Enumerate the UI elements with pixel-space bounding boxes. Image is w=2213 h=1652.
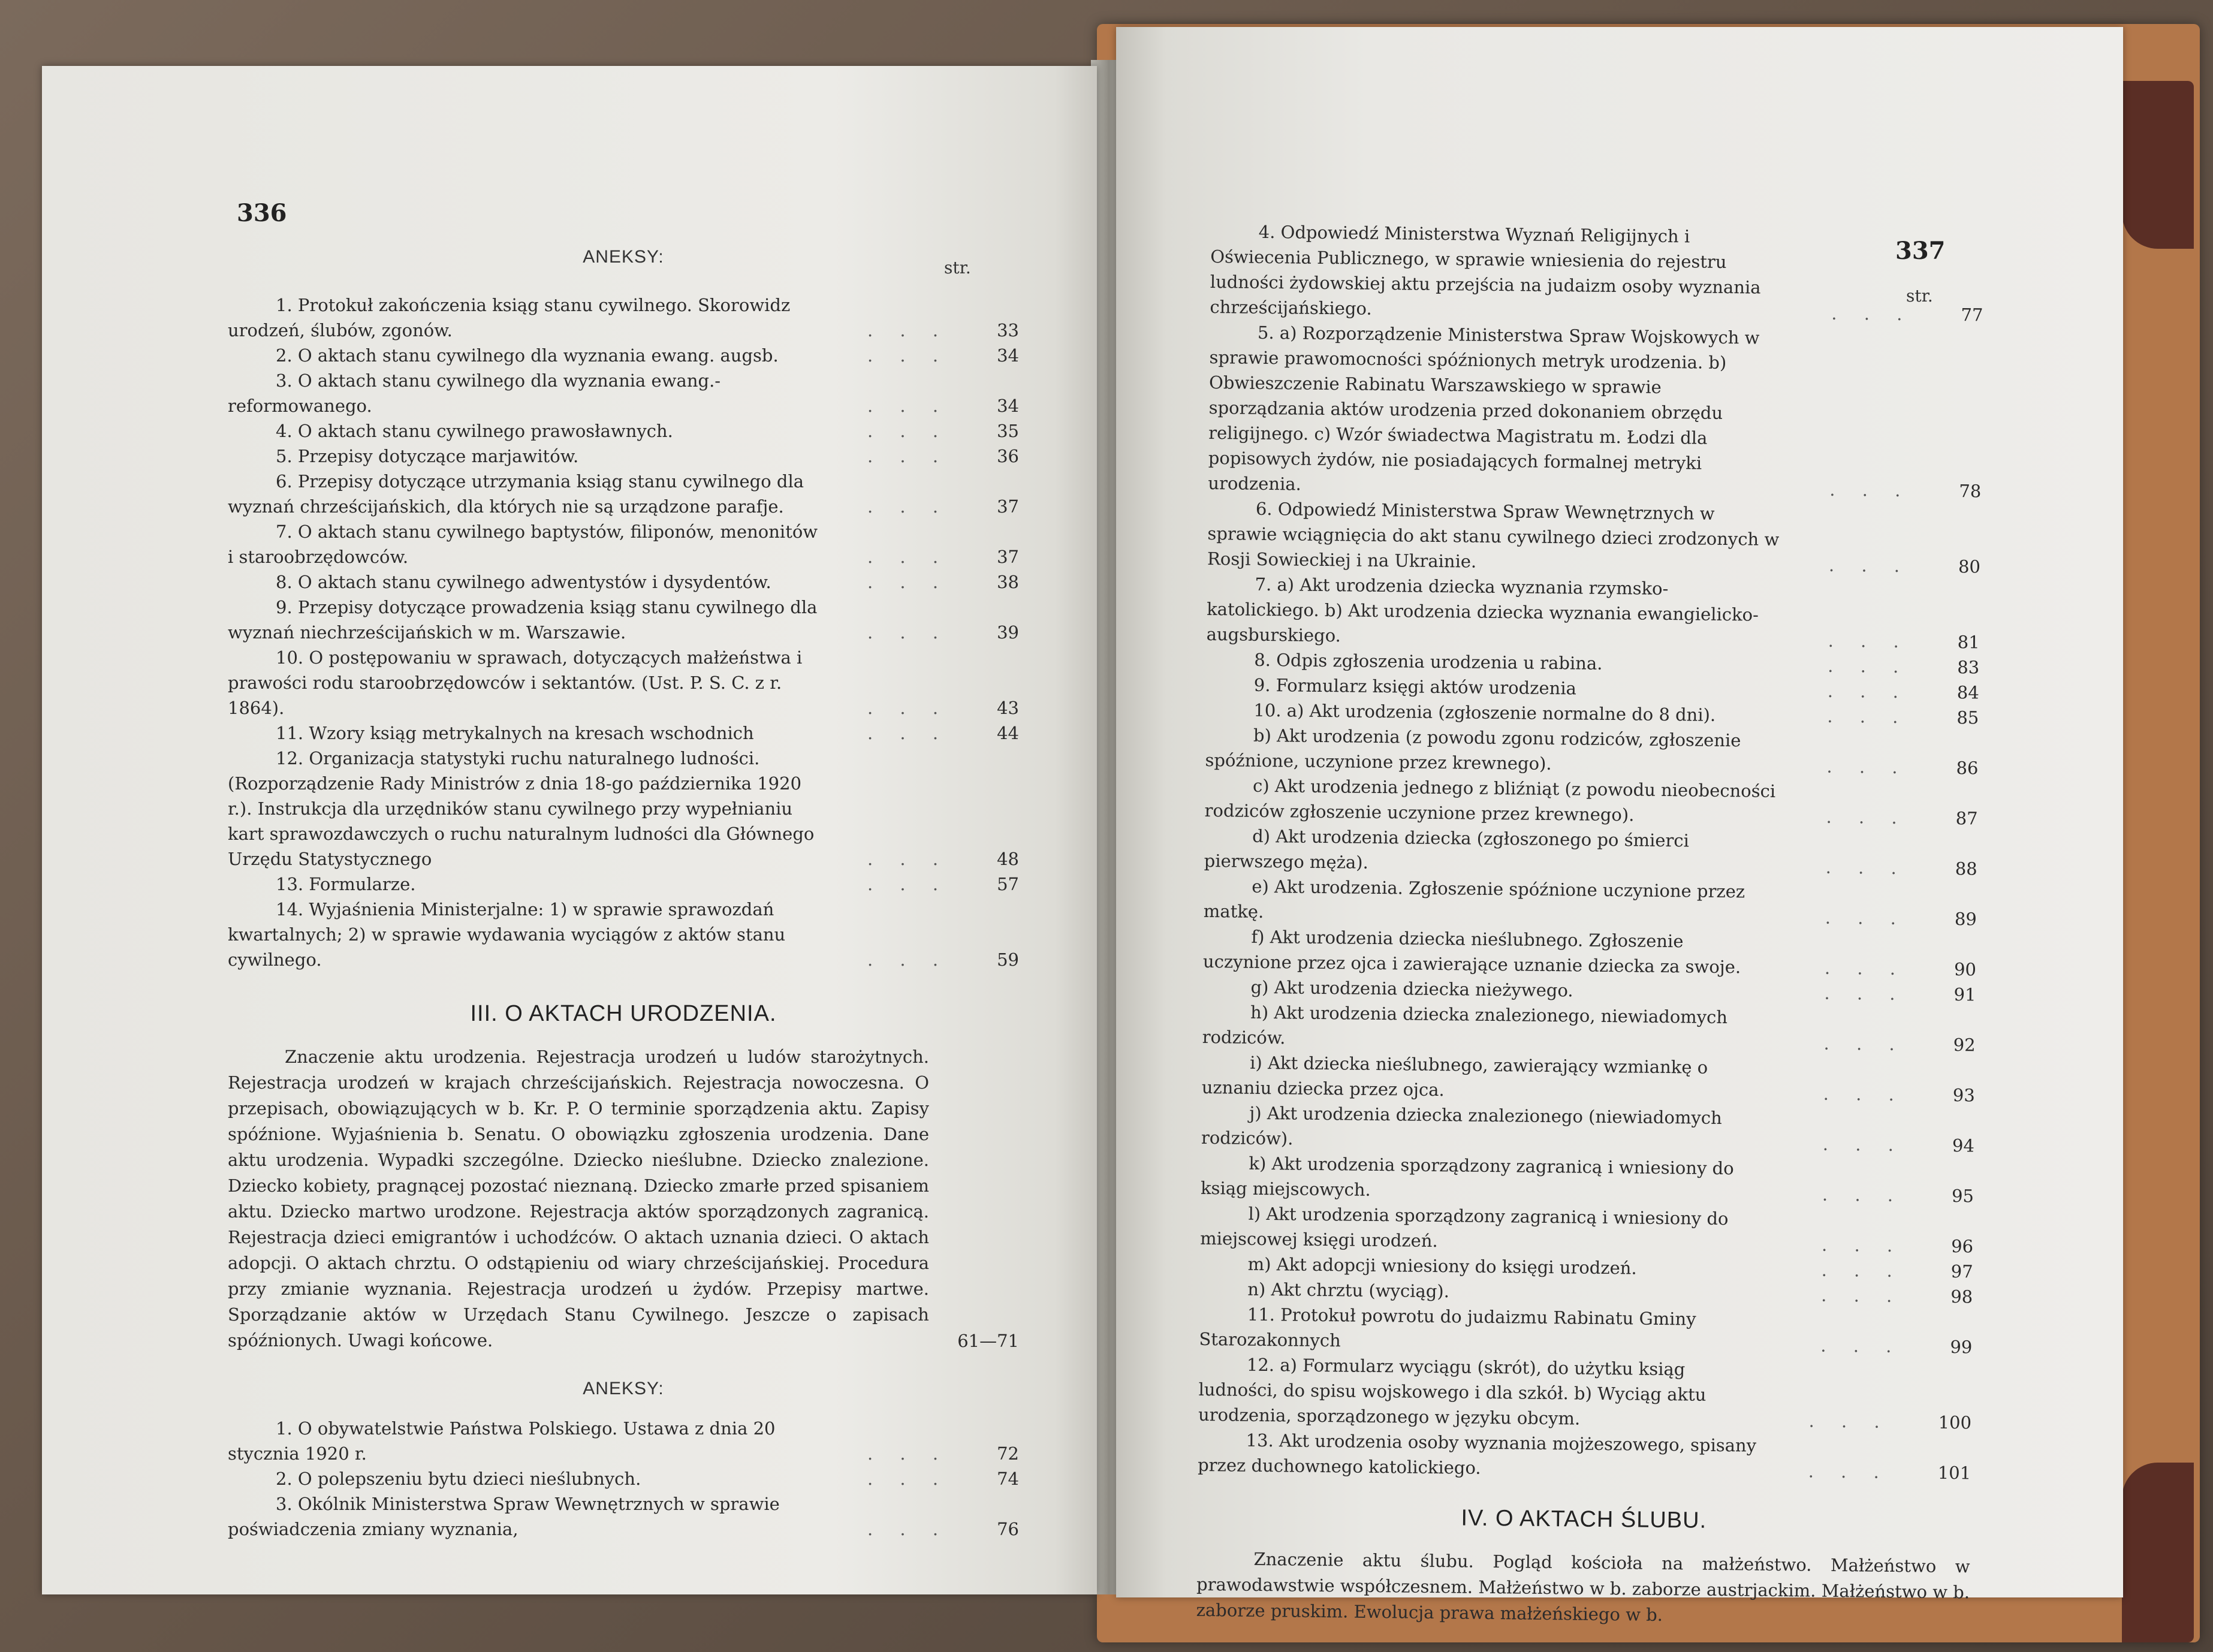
toc-entry-text: j) Akt urodzenia dziecka znalezionego (niewiadomych rodziców). (1201, 1102, 1722, 1149)
toc-entry-page: 80 (1958, 556, 1981, 577)
toc-entry (1210, 219, 1984, 327)
leader-dots: . . . (1827, 706, 1909, 728)
toc-entry (1203, 924, 1977, 982)
leader-dots: . . . (1825, 907, 1907, 929)
toc-entry-page: 85 (1956, 707, 1979, 728)
toc-entry-text: 3. O aktach stanu cywilnego dla wyznania ewang.-reformowanego. (228, 370, 721, 416)
toc-entry-text: f) Akt urodzenia dziecka nieślubnego. Zgłoszenie uczynione przez ojca i zawierające uznanie dziecka za swoje. (1202, 926, 1741, 978)
toc-entry-text: 8. O aktach stanu cywilnego adwentystów i dysydentów. (276, 572, 771, 592)
toc-entry (228, 343, 1019, 368)
toc-entry-text: 2. O polepszeniu bytu dzieci nieślubnych. (276, 1469, 641, 1489)
toc-entry-page: 101 (1937, 1462, 1971, 1484)
toc-entry-text: h) Akt urodzenia dziecka znalezionego, niewiadomych rodziców. (1202, 1002, 1728, 1048)
toc-entry-text: 2. O aktach stanu cywilnego dla wyznania ewang. augsb. (276, 345, 779, 366)
leader-dots: . . . (867, 496, 949, 517)
right-toc (1196, 219, 1983, 1631)
leader-dots: . . . (1831, 303, 1913, 325)
toc-entry (228, 444, 1019, 469)
toc-entry (1201, 1100, 1975, 1159)
toc-entry-text: 4. Odpowiedź Ministerstwa Wyznań Religijnych i Oświecenia Publicznego, w sprawie wniesienia do rejestru ludności żydowskiej aktu przejścia na judaizm osoby wyznania chrześcijańskiego. (1210, 221, 1761, 319)
leader-dots: . . . (867, 874, 949, 894)
toc-entry-text: 6. Przepisy dotyczące utrzymania ksiąg stanu cywilnego dla wyznań chrześcijańskich, dla których nie są urządzone parafje. (228, 471, 804, 517)
leader-dots: . . . (867, 622, 949, 643)
leader-dots: . . . (867, 1443, 949, 1464)
toc-entry-page: 76 (997, 1519, 1019, 1539)
toc-entry-text: k) Akt urodzenia sporządzony zagranicą i wniesiony do ksiąg miejscowych. (1200, 1153, 1734, 1200)
leader-dots: . . . (867, 698, 949, 718)
toc-entry-page: 59 (997, 949, 1019, 970)
toc-entry-page: 99 (1950, 1337, 1973, 1358)
leader-dots: . . . (1824, 982, 1906, 1005)
toc-entry-text: 9. Formularz księgi aktów urodzenia (1253, 674, 1577, 699)
toc-entry-page: 77 (1961, 305, 1983, 325)
toc-entry-text: 14. Wyjaśnienia Ministerjalne: 1) w sprawie sprawozdań kwartalnych; 2) w sprawie wydawania wyciągów z aktów stanu cywilnego. (228, 899, 786, 970)
aneksy-heading-2: ANEKSY: (583, 1379, 664, 1398)
toc-entry-page: 44 (997, 723, 1019, 743)
toc-entry (1198, 1352, 1972, 1436)
leader-dots: . . . (867, 849, 949, 869)
toc-entry (1207, 496, 1981, 580)
leader-dots: . . . (1828, 630, 1910, 652)
chapter-summary: Znaczenie aktu urodzenia. Rejestracja urodzeń u ludów starożytnych. Rejestracja urodzeń w krajach chrześcijańskich. Rejestracja nowoczesna. O przepisach, obowiązujących w b. Kr. P. O terminie sporządzenia aktu. Zapisy spóźnione. Wyjaśnienia b. Senatu. O obowiązku zgłoszenia urodzenia. Dane aktu urodzenia. Wypadki szczególne. Dziecko nieślubne. Dziecko znalezione. Dziecko kobiety, pragnącej pozostać nieznaną. Dziecko zmarłe przed spisaniem aktu. Dziecko martwo urodzone. Rejestracja aktów sporządzonych zagranicą. Rejestracja dzieci emigrantów i uchodźców. O aktach uznania dzieci. O aktach adopcji. O aktach chrztu. O odstąpieniu od wiary chrześcijańskiej. Procedura przy zmianie wyznania. Rejestracja urodzeń u żydów. Przepisy martwe. Sporządzanie aktów w Urzędach Stanu Cywilnego. Jeszcze o zapisach spóźnionych. Uwagi końcowe. (228, 1047, 929, 1350)
toc-entry (1202, 1050, 1976, 1108)
chapter-pages: 61—71 (957, 1331, 1019, 1351)
toc-entry (1207, 571, 1980, 655)
toc-entry-text: e) Akt urodzenia. Zgłoszenie spóźnione uczynione przez matkę. (1203, 876, 1745, 922)
toc-entry (228, 519, 1019, 569)
leader-dots: . . . (867, 421, 949, 441)
toc-entry (228, 645, 1019, 721)
toc-entry-text: 5. a) Rozporządzenie Ministerstwa Spraw Wojskowych w sprawie prawomocności spóźnionych metryk urodzenia. b) Obwieszczenie Rabinatu Warszawskiego w sprawie sporządzania aktów urodzenia przed dokonaniem obrzędu religijnego. c) Wzór świadectwa Magistratu m. Łodzi dla popisowych żydów, nie posiadających formalnej metryki urodzenia. (1208, 322, 1760, 495)
toc-entry-page: 92 (1953, 1035, 1976, 1056)
toc-entry-text: 10. O postępowaniu w sprawach, dotyczących małżeństwa i prawości rodu staroobrzędowców i sektantów. (Ust. P. S. C. z r. 1864). (228, 647, 803, 718)
toc-entry (1201, 1150, 1974, 1209)
page-number: 336 (237, 199, 287, 227)
toc-entry-page: 34 (997, 345, 1019, 366)
chapter-title: IV. O AKTACH ŚLUBU. (1461, 1505, 1707, 1533)
leader-dots: . . . (1808, 1410, 1891, 1432)
leader-dots: . . . (1822, 1184, 1904, 1206)
toc-entry (1205, 722, 1979, 781)
chapter-summary: Znaczenie aktu ślubu. Pogląd kościoła na małżeństwo. Małżeństwo w prawodawstwie współczesnem. Małżeństwo w b. zaborze austrjackim. Małżeństwo w b. zaborze pruskim. Ewolucja prawa małżeńskiego w b. (1196, 1548, 1970, 1626)
chapter-title: III. O AKTACH URODZENIA. (470, 1001, 777, 1026)
toc-entry-text: m) Akt adopcji wniesiony do księgi urodzeń. (1247, 1253, 1637, 1279)
leader-dots: . . . (867, 1469, 949, 1489)
str-label: str. (944, 258, 971, 278)
toc-entry-text: 3. Okólnik Ministerstwa Spraw Wewnętrznych w sprawie poświadczenia zmiany wyznania, (228, 1494, 780, 1539)
toc-entry (228, 1416, 1019, 1466)
aneksy-list (228, 293, 1019, 972)
leader-dots: . . . (1808, 1461, 1890, 1482)
aneksy-heading: ANEKSY: (583, 247, 664, 267)
toc-entry-page: 43 (997, 698, 1019, 718)
toc-entry-text: 13. Akt urodzenia osoby wyznania mojżeszowego, spisany przez duchownego katolickiego. (1198, 1430, 1757, 1478)
toc-entry-text: d) Akt urodzenia dziecka (zgłoszonego po śmierci pierwszego męża). (1204, 825, 1690, 873)
toc-entry (228, 595, 1019, 645)
toc-entry (228, 418, 1019, 444)
toc-entry-text: 12. a) Formularz wyciągu (skrót), do użytku ksiąg ludności, do spisu wojskowego i dla szkół. b) Wyciąg aktu urodzenia, sporządzonego w języku obcym. (1198, 1354, 1707, 1429)
toc-entry-page: 81 (1957, 632, 1980, 653)
toc-entry-text: 7. O aktach stanu cywilnego baptystów, filiponów, menonitów i staroobrzędowców. (228, 521, 818, 567)
toc-entry-text: g) Akt urodzenia dziecka nieżywego. (1250, 976, 1573, 1001)
chapter-summary-row (228, 1044, 1019, 1353)
toc-entry-page: 84 (1956, 682, 1979, 703)
leader-dots: . . . (1823, 1033, 1906, 1055)
leader-dots: . . . (867, 320, 949, 340)
leader-dots: . . . (867, 446, 949, 466)
toc-entry-page: 34 (997, 396, 1019, 416)
toc-entry-page: 78 (1959, 481, 1982, 502)
leader-dots: . . . (1821, 1285, 1903, 1307)
toc-entry-text: 13. Formularze. (276, 874, 416, 894)
leader-dots: . . . (1821, 1234, 1904, 1256)
leader-dots: . . . (867, 547, 949, 567)
toc-entry (228, 721, 1019, 746)
leader-dots: . . . (1827, 680, 1910, 703)
toc-entry-page: 38 (997, 572, 1019, 592)
toc-entry (228, 897, 1019, 972)
toc-entry-page: 91 (1953, 984, 1976, 1005)
toc-entry-page: 95 (1951, 1186, 1974, 1207)
leader-dots: . . . (1826, 806, 1908, 828)
leader-dots: . . . (1828, 655, 1910, 677)
toc-entry (1200, 1201, 1974, 1259)
leader-dots: . . . (867, 949, 949, 970)
page-number: 337 (1895, 237, 1946, 265)
leader-dots: . . . (867, 572, 949, 592)
leader-dots: . . . (1826, 756, 1909, 778)
aneksy-list (1198, 219, 1984, 1485)
toc-entry-page: 37 (997, 547, 1019, 567)
toc-entry (228, 368, 1019, 418)
toc-entry (228, 1491, 1019, 1542)
toc-entry-text: 12. Organizacja statystyki ruchu naturalnego ludności. (Rozporządzenie Rady Ministrów z dnia 18-go października 1920 r.). Instrukcja dla urzędników stanu cywilnego przy wypełnianiu kart sprawozdawczych o ruchu naturalnym ludności dla Głównego Urzędu Statystycznego (228, 748, 815, 869)
toc-entry-text: 8. Odpis zgłoszenia urodzenia u rabina. (1254, 649, 1603, 674)
toc-entry-text: 10. a) Akt urodzenia (zgłoszenie normalne do 8 dni). (1253, 700, 1716, 725)
toc-entry-page: 72 (997, 1443, 1019, 1464)
toc-entry-page: 86 (1956, 758, 1979, 779)
toc-entry-text: b) Akt urodzenia (z powodu zgonu rodziców, zgłoszenie spóźnione, uczynione przez krewnego). (1205, 725, 1741, 774)
toc-entry-text: 9. Przepisy dotyczące prowadzenia ksiąg stanu cywilnego dla wyznań niechrześcijańskich w m. Warszawie. (228, 597, 818, 643)
toc-entry-text: 5. Przepisy dotyczące marjawitów. (276, 446, 579, 466)
toc-entry-text: i) Akt dziecka nieślubnego, zawierający wzmiankę o uznaniu dziecka przez ojca. (1201, 1052, 1708, 1101)
toc-entry-page: 93 (1952, 1085, 1975, 1106)
right-page (1116, 27, 2123, 1626)
toc-entry (1208, 319, 1983, 504)
toc-entry-page: 74 (997, 1469, 1019, 1489)
toc-entry (228, 1466, 1019, 1491)
leader-dots: . . . (1825, 857, 1907, 879)
toc-entry (1199, 1301, 1973, 1360)
toc-entry (228, 872, 1019, 897)
leader-dots: . . . (867, 1519, 949, 1539)
toc-entry (228, 746, 1019, 872)
toc-entry-page: 88 (1955, 858, 1977, 879)
aneksy-list-2 (228, 1416, 1019, 1542)
toc-entry-page: 94 (1952, 1135, 1975, 1156)
toc-entry (1204, 773, 1978, 831)
toc-entry-page: 36 (997, 446, 1019, 466)
toc-entry-page: 39 (997, 622, 1019, 643)
toc-entry (1198, 1427, 1971, 1486)
left-toc (228, 245, 1019, 1542)
leader-dots: . . . (1829, 479, 1911, 501)
toc-entry (1204, 823, 1978, 882)
toc-entry-text: 7. a) Akt urodzenia dziecka wyznania rzymsko-katolickiego. b) Akt urodzenia dziecka wyznania ewangielicko-augsburskiego. (1206, 574, 1759, 646)
toc-entry-page: 37 (997, 496, 1019, 517)
leader-dots: . . . (867, 396, 949, 416)
toc-entry-page: 100 (1938, 1412, 1972, 1433)
leader-dots: . . . (1823, 1083, 1906, 1105)
leader-dots: . . . (1820, 1335, 1903, 1357)
left-page (42, 66, 1097, 1594)
toc-entry-text: n) Akt chrztu (wyciąg). (1247, 1279, 1450, 1302)
toc-entry-text: l) Akt urodzenia sporządzony zagranicą i wniesiony do miejscowej księgi urodzeń. (1200, 1203, 1729, 1252)
str-label: str. (1906, 286, 1933, 306)
leader-dots: . . . (867, 723, 949, 743)
toc-entry-page: 33 (997, 320, 1019, 340)
leader-dots: . . . (1821, 1259, 1903, 1282)
cover-corner-bottom (2122, 1463, 2194, 1642)
toc-entry (228, 569, 1019, 595)
toc-entry-page: 96 (1951, 1236, 1974, 1257)
toc-entry (1204, 873, 1977, 932)
toc-entry-text: c) Akt urodzenia jednego z bliźniąt (z powodu nieobecności rodziców zgłoszenie uczynione przez krewnego). (1204, 775, 1776, 825)
toc-entry (228, 293, 1019, 343)
cover-corner-top (2122, 81, 2194, 249)
toc-entry (1202, 999, 1976, 1058)
toc-entry-page: 98 (1950, 1286, 1973, 1307)
toc-entry-text: 11. Protokuł powrotu do judaizmu Rabinatu Gminy Starozakonnych (1199, 1304, 1696, 1351)
leader-dots: . . . (867, 345, 949, 366)
toc-entry-page: 97 (1950, 1261, 1973, 1282)
toc-entry-page: 35 (997, 421, 1019, 441)
toc-entry-text: 1. Protokuł zakończenia ksiąg stanu cywilnego. Skorowidz urodzeń, ślubów, zgonów. (228, 295, 791, 340)
leader-dots: . . . (1824, 957, 1907, 979)
toc-entry-text: 11. Wzory ksiąg metrykalnych na kresach wschodnich (276, 723, 754, 743)
toc-entry-page: 87 (1955, 808, 1978, 829)
toc-entry-page: 57 (997, 874, 1019, 894)
toc-entry-page: 83 (1957, 657, 1980, 678)
leader-dots: . . . (1822, 1134, 1905, 1156)
toc-entry-page: 48 (997, 849, 1019, 869)
toc-entry-page: 90 (1953, 959, 1977, 980)
toc-entry-text: 4. O aktach stanu cywilnego prawosławnych. (276, 421, 673, 441)
leader-dots: . . . (1828, 554, 1911, 577)
toc-entry-page: 89 (1954, 909, 1977, 930)
toc-entry-text: 6. Odpowiedź Ministerstwa Spraw Wewnętrznych w sprawie wciągnięcia do akt stanu cywilnego dzieci zrodzonych w Rosji Sowieckiej i na Ukrainie. (1207, 498, 1780, 572)
toc-entry-text: 1. O obywatelstwie Państwa Polskiego. Ustawa z dnia 20 stycznia 1920 r. (228, 1418, 776, 1464)
toc-entry (228, 469, 1019, 519)
